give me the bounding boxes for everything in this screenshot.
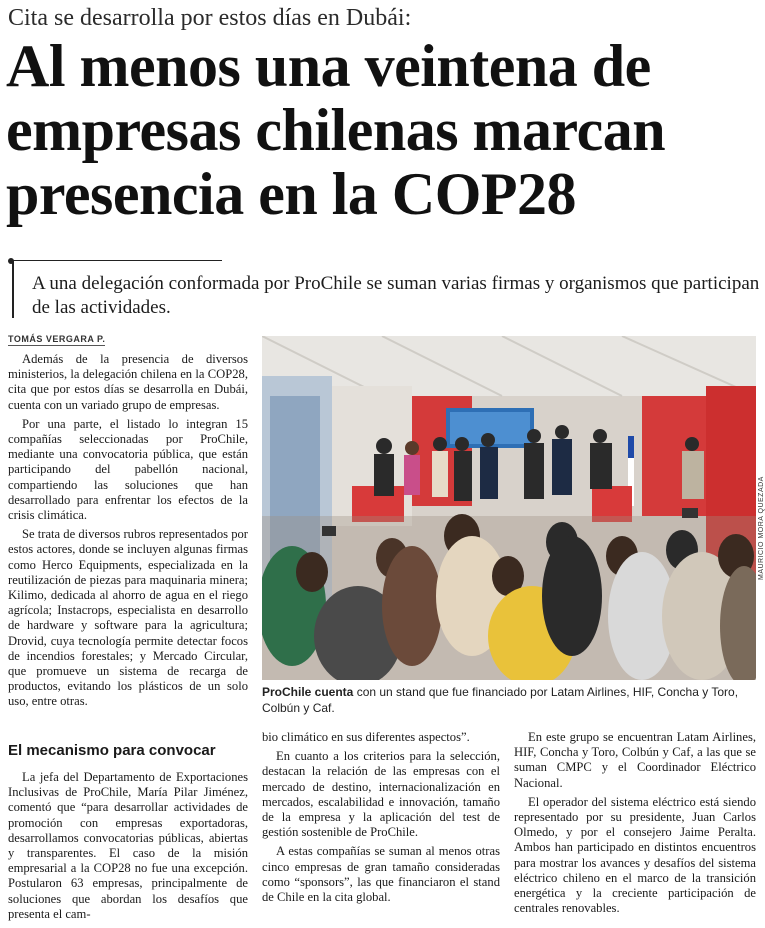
deck: A una delegación conformada por ProChile se suman varias firmas y organismos que participan de las actividades. [32, 273, 760, 318]
paragraph: En cuanto a los criterios para la selección, destacan la relación de las empresas con el mercado de destino, internacionalización en mercados, escalabilidad e innovación, tamaño de la empresa y la aplicación del test de gestión sostenible de ProChile. [262, 749, 500, 840]
paragraph: Por una parte, el listado lo integran 15 compañías seleccionadas por ProChile, mediante una convocatoria pública, que están participando del pabellón nacional, compartiendo las soluciones que han desarrollado para enfrentar los efectos de la crisis climática. [8, 416, 248, 523]
body-column-3 [514, 730, 756, 920]
paragraph: En este grupo se encuentran Latam Airlines, HIF, Concha y Toro, Colbún y Caf, a las que se suman CMPC y el Coordinador Eléctrico Nacional. [514, 730, 756, 790]
headline [6, 34, 758, 226]
paragraph: El operador del sistema eléctrico está siendo representado por su presidente, Juan Carlos Olmedo, y por el consejero Jaime Peralta. Ambos han participado en distintos encuentros para mostrar los avances y desafíos del sistema eléctrico chileno en el marco de la transición energética y la creciente participación de centrales renovables. [514, 794, 756, 916]
news-photo [262, 336, 756, 680]
caption-lead: ProChile cuenta [262, 685, 354, 699]
photo-illustration [262, 336, 756, 680]
deck-rule [12, 260, 14, 318]
photo-caption [262, 684, 756, 716]
paragraph: A estas compañías se suman al menos otras cinco empresas de gran tamaño consideradas como “sponsors”, las que financiaron el stand de Chile en la cita global. [262, 844, 500, 905]
headline-line-3: presencia en la COP28 [6, 161, 577, 227]
deck-rule-horizontal [12, 260, 222, 261]
headline-line-1: Al menos una veintena de [6, 33, 651, 99]
body-column-1-bottom [8, 770, 248, 926]
paragraph: La jefa del Departamento de Exportaciones Inclusivas de ProChile, María Pilar Jiménez, comentó que “para desarrollar actividades de promoción con empresas exportadoras, desarrollamos convocatorias públicas, abiertas y transparentes. El caso de la misión empresarial a la COP28 no fue una excepción. Postularon 63 empresas, principalmente de soluciones que abordan los desafíos que presenta el cam- [8, 770, 248, 921]
body-column-2 [262, 730, 500, 909]
photo-credit: MAURICIO MORA QUEZADA [758, 476, 765, 580]
kicker: Cita se desarrolla por estos días en Dubái: [8, 5, 412, 31]
paragraph: bio climático en sus diferentes aspectos”. [262, 730, 470, 744]
byline: TOMÁS VERGARA P. [8, 334, 106, 344]
section-subhead: El mecanismo para convocar [8, 742, 216, 759]
body-column-1 [8, 352, 248, 714]
paragraph: Además de la presencia de diversos ministerios, la delegación chilena en la COP28, cita que por estos días se desarrolla en Dubái, cuenta con un variado grupo de empresas. [8, 352, 248, 412]
headline-line-2: empresas chilenas marcan [6, 97, 666, 163]
caption-text: con un stand que fue financiado por Latam Airlines, HIF, Concha y Toro, Colbún y Caf. [262, 685, 739, 715]
paragraph: Se trata de diversos rubros representados por estos actores, donde se incluyen algunas firmas como Herco Equipments, especializada en la reutilización de piezas para maquinaria minera; Kilimo, dedicada al ahorro de agua en el riego agrícola; Instacrops, especialista en desarrollo de hardware y software para la agricultura; Drovid, cuya tecnología permite detectar focos de incendios forestales; y Mercado Circular, que promueve un sistema de recarga de productos, evitando los plásticos de un solo uso, entre otras. [8, 527, 248, 709]
